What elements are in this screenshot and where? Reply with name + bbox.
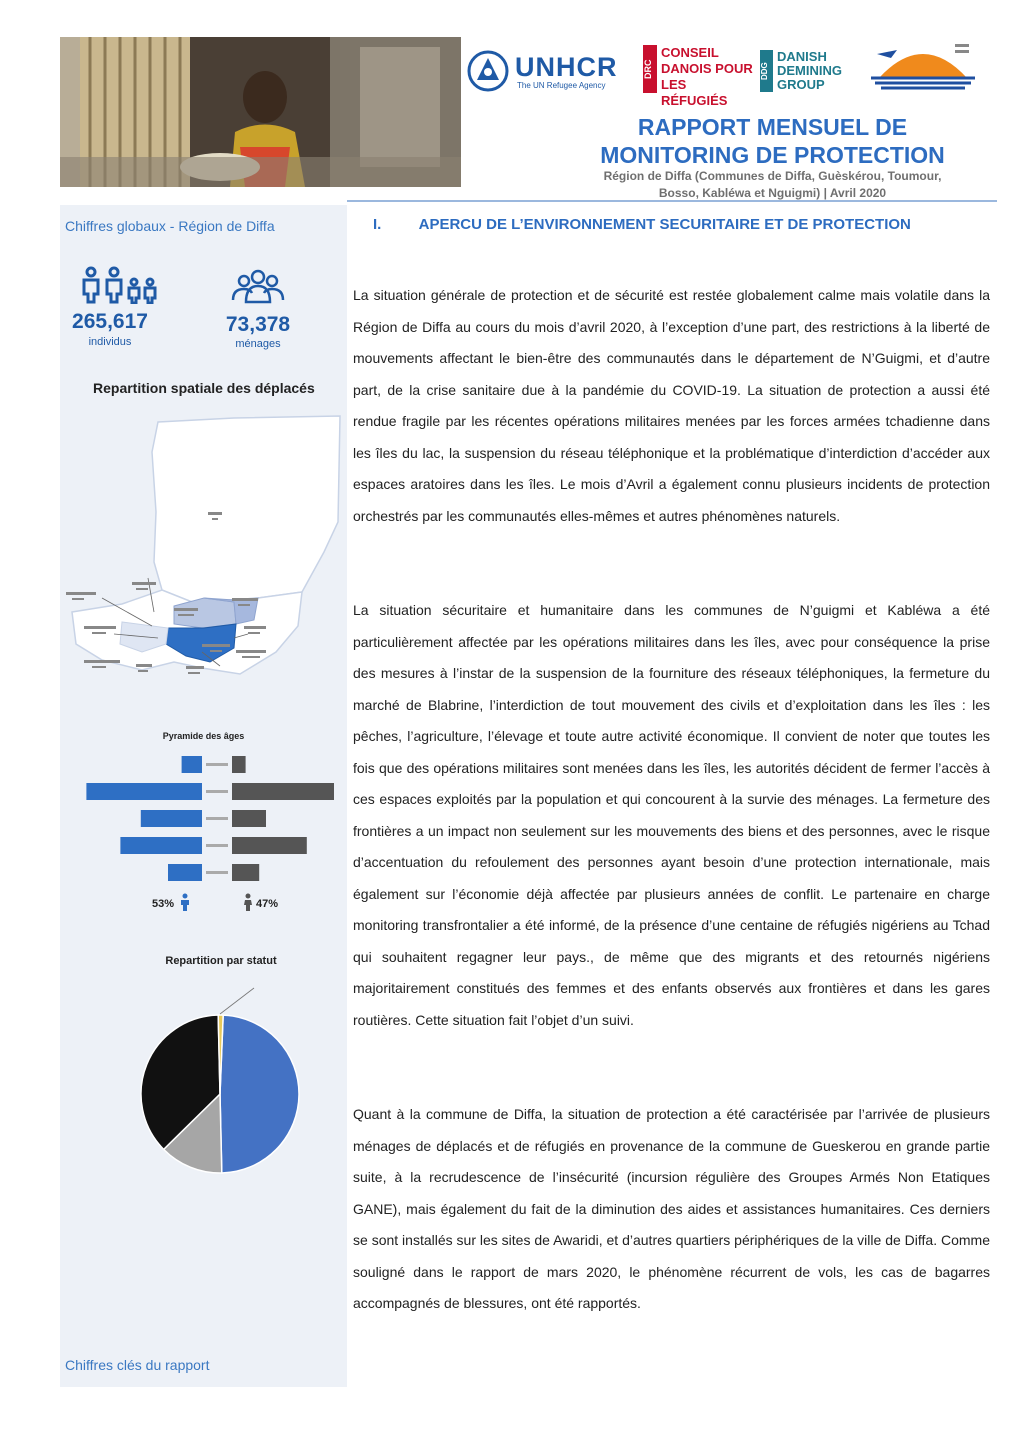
pyramid-bar-left: [120, 837, 202, 854]
drc-line: CONSEIL: [661, 45, 719, 60]
subtitle-line-1: Région de Diffa (Communes de Diffa, Guèskérou, Toumour,: [603, 169, 942, 183]
header-divider: [347, 200, 997, 202]
report-title: [540, 113, 1005, 169]
unhcr-wordmark: UNHCR: [515, 52, 618, 82]
pyramid-age-label: [206, 790, 228, 793]
pyramid-age-label: [206, 817, 228, 820]
pyramid-bar-right: [232, 837, 307, 854]
header-photo: [60, 37, 461, 187]
stat-individuals-label: individus: [88, 336, 132, 348]
male-icon: [180, 893, 190, 911]
unhcr-logo: [465, 50, 630, 92]
pie-slice: [220, 1015, 299, 1173]
drc-line: DANOIS POUR: [661, 61, 753, 76]
drc-line: LES RÉFUGIÉS: [661, 77, 728, 108]
pyramid-title: Pyramide des âges: [162, 731, 245, 741]
drc-abbr: DRC: [643, 45, 657, 93]
title-line-1: RAPPORT MENSUEL DE: [637, 114, 908, 140]
ddg-logo: [760, 50, 860, 95]
pyramid-bar-right: [232, 756, 246, 773]
pyramid-bar-right: [232, 810, 266, 827]
unhcr-tagline: The UN Refugee Agency: [517, 81, 606, 90]
paragraph-1: La situation générale de protection et de sécurité est restée globalement calme mais volatile dans la Région de Diffa au cours du mois d’avril 2020, à l’exception d’une part, des restrictions à la liberté de mouvements affectant le bien-être des communautés dans le département de N’Guigmi, et d’autre part, de la crise sanitaire due à la pandémie du COVID-19. La situation de protection a aussi été rendue fragile par les récentes opérations militaires menées par les forces armées tchadienne dans les îles du lac, la suspension du réseau téléphonique et la problématique d’interdiction d’accéder aux espaces aratoires dans les îles. Le mois d’Avril a également connu plusieurs incidents de protection orchestrés par les communautés elles-mêmes et autres phénomènes naturels.: [353, 287, 990, 524]
pyramid-bar-left: [168, 864, 202, 881]
key-figures-heading: Chiffres clés du rapport: [65, 1357, 210, 1373]
pie-title: Repartition par statut: [165, 955, 277, 967]
pyramid-age-label: [206, 844, 228, 847]
age-pyramid-chart: [60, 748, 347, 888]
government-sun-logo: [867, 40, 979, 90]
unhcr-emblem-icon: [465, 50, 511, 92]
ddg-line: DEMINING: [777, 63, 842, 78]
female-icon: [243, 893, 253, 911]
report-subtitle: [540, 168, 1005, 202]
sidebar-heading: Chiffres globaux - Région de Diffa: [65, 218, 275, 234]
stat-individuals-value: 265,617: [72, 310, 148, 333]
pyramid-bar-right: [232, 783, 334, 800]
partner-logos: [465, 40, 995, 108]
pyramid-bar-left: [86, 783, 202, 800]
pyramid-right-percent: 47%: [256, 898, 279, 910]
section-number: I.: [373, 216, 382, 233]
pyramid-age-label: [206, 763, 228, 766]
pyramid-bar-left: [182, 756, 202, 773]
drc-name: [661, 45, 753, 109]
section-heading: [373, 216, 911, 233]
stat-households-label: ménages: [235, 338, 281, 350]
stat-households-value: 73,378: [225, 313, 291, 336]
ddg-line: DANISH: [777, 49, 827, 64]
drc-logo: [643, 45, 753, 108]
map-title: Repartition spatiale des déplacés: [93, 380, 315, 396]
status-pie-chart: [130, 968, 340, 1188]
paragraph-3: Quant à la commune de Diffa, la situation de protection a été caractérisée par l’arrivée de plusieurs ménages de déplacés et de réfugiés en provenance de la commune de Gueskerou en grande partie suite, à la recrudescence de l’insécurité (incursion régulière des Groupes Armés Non Etatiques GANE), mais également du fait de la diminution des aides et assistances humanitaires. Ces derniers se sont installés sur les sites de Awaridi, et d’autres quartiers périphériques de la ville de Diffa. Comme souligné dans le rapport de mars 2020, le phénomène récurrent de vols, les cas de bagarres accompagnés de blessures, ont été rapportés.: [353, 1106, 990, 1311]
pyramid-bar-left: [141, 810, 202, 827]
ddg-abbr: DDG: [760, 50, 773, 92]
ddg-line: GROUP: [777, 77, 825, 92]
paragraph-2: La situation sécuritaire et humanitaire dans les communes de N’guigmi et Kabléwa a été particulièrement affectée par les opérations militaires dans les îles, avec pour conséquence la prise des mesures à l’instar de la suspension de la fourniture des réseaux téléphoniques, la fermeture du marché de Blabrine, l’interdiction de tout mouvement des civils et d’exploitation dans les îles : les pêches, l’agriculture, l’élevage et toute autre activité économique. Il convient de noter que toutes les fois que des opérations militaires sont menées dans les îles, les autorités décident de fermer l’accès à ces espaces exploités par la population et qui concourent à la survie des ménages. La fermeture des frontières a un impact non seulement sur les mouvements des biens et des personnes, avec le risque d’accentuation du refoulement des personnes ayant besoin d’une protection internationale, mais également sur l’économie déjà affectée par plusieurs années de conflit. Le partenaire en charge monitoring transfrontalier a été informé, de la présence d’une centaine de réfugiés nigériens au Tchad qui souhaitent regagner leur pays., de même que des migrants et des retournés nigériens majoritairement constitués des femmes et des enfants observés aux frontières et dans les gares routières. Cette situation fait l’objet d’un suivi.: [353, 602, 990, 1028]
pyramid-age-label: [206, 871, 228, 874]
household-icon: [230, 268, 286, 306]
people-icon: [80, 266, 160, 304]
region-map: [62, 412, 342, 692]
pyramid-left-percent: 53%: [152, 898, 175, 910]
section-title: APERCU DE L’ENVIRONNEMENT SECURITAIRE ET DE PROTECTION: [418, 216, 911, 233]
subtitle-line-2: Bosso, Kabléwa et Nguigmi) | Avril 2020: [658, 186, 887, 200]
pyramid-bar-right: [232, 864, 259, 881]
sun-emblem-icon: [867, 40, 979, 90]
ddg-name: [777, 50, 842, 92]
title-line-2: MONITORING DE PROTECTION: [600, 142, 945, 168]
pie-leader-line: [220, 988, 254, 1014]
